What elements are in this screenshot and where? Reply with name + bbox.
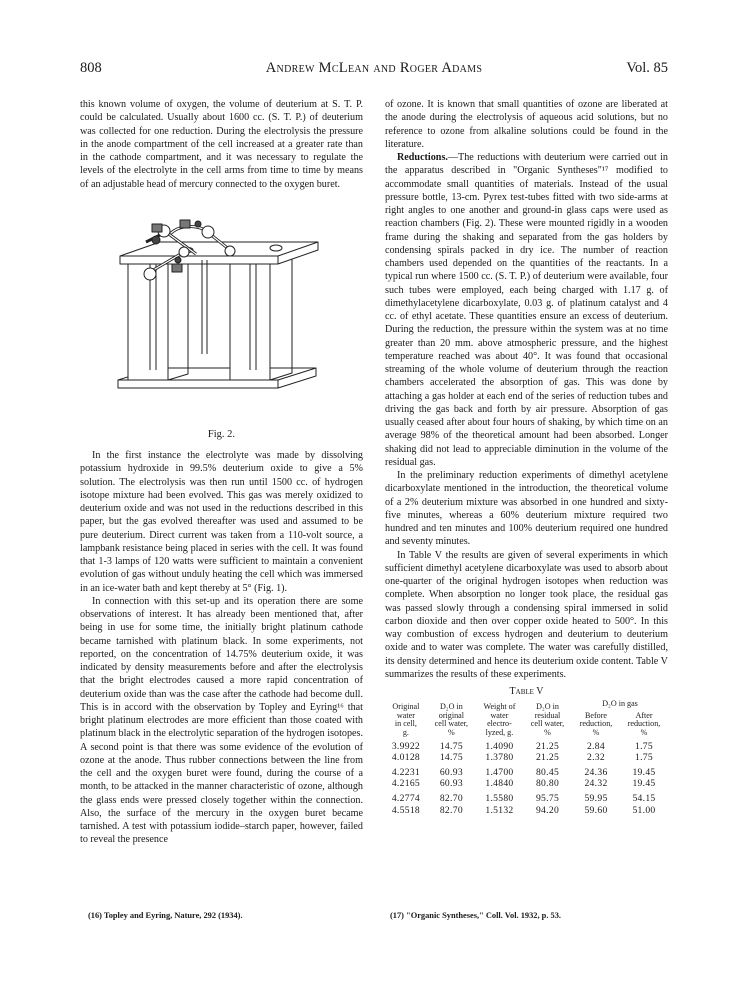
cell: 1.4090 [485, 740, 514, 752]
right-paragraph-4: In Table V the results are given of several experiments in which sufficient dimethyl acetylene dicarboxylate was used to absorb about one-quarter of the original hydrogen isotopes when reduction was complete. When absorption no longer took place, the residual gas was passed slowly through a condensing spiral immersed in solid carbon dioxide and then over copper oxide heated to 500°. In this way combustion of excess hydrogen and deuterium to deuterium oxide and to water was complete. The water was carefully distilled, its density determined and hence its deuterium oxide content. Table V summarizes the results of these experiments. [385, 549, 668, 680]
right-column [385, 98, 668, 816]
cell: 60.93 [439, 778, 463, 790]
figure-caption: Fig. 2. [207, 428, 236, 440]
running-title-authors: Andrew McLean and Roger Adams [265, 60, 483, 76]
table-row [385, 764, 668, 779]
cell: 60.93 [439, 766, 463, 778]
cell: 1.3780 [485, 752, 514, 764]
table-row [385, 741, 668, 753]
cell: 1.5132 [485, 804, 514, 816]
right-paragraph-3: In the preliminary reduction experiments of dimethyl acetylene dicarboxylate mentioned in the introduction, the theoretical volume of a 2% deuterium mixture was absorbed in one hundred and sixty-five minutes, whereas a 60% deuterium mixture required two hundred and ten minutes and 100% deuterium required one hundred and seventy minutes. [385, 470, 668, 548]
cell: 24.32 [584, 778, 608, 790]
col-group-d2o-in-gas: D₂O in gas [602, 699, 638, 709]
left-column [80, 98, 363, 847]
cell: 94.20 [535, 804, 560, 816]
cell: 1.4700 [485, 766, 514, 778]
cell: 54.15 [632, 793, 656, 804]
right-paragraph-1: of ozone. It is known that small quantities of ozone are liberated at the anode during the electrolysis of aqueous acid solutions, but no reference to ozone from alkaline solutions could be found in the literature. [385, 99, 668, 150]
col-header-original-water: Original water in cell, g. [392, 702, 420, 738]
cell: 3.9922 [391, 740, 421, 752]
left-paragraph-1: this known volume of oxygen, the volume of deuterium at S. T. P. could be calculated. Usually about 1600 cc. (S. T. P.) of deuterium was collected for one reduction. During the electrolysis the pressure in the anode compartment of the cell increased at a greater rate than in the cathode compartment, and it was necessary to regulate the levels of the electrolyte in the cell arms from time to time by means of an adjustable head of mercury connected to the oxygen buret. [80, 99, 363, 190]
col-header-before-reduction: Before reduction, % [579, 710, 613, 738]
cell: 19.45 [632, 778, 656, 790]
cell: 14.75 [439, 740, 463, 752]
left-paragraph-3: In connection with this set-up and its operation there are some observations of interest. It has already been mentioned that, after being in use for some time, the initially bright platinum cathode became tarnished with platinum black. In some experiments, not reported, on the concentration of 14.75% deuterium oxide, it was indicated by density measurements before and after the electrolysis that the bright electrodes caused a more rapid concentration of deuterium oxide than was the case after the cathode had become dull. This is in accord with the observation by Topley and Eyring¹⁶ that bright platinum electrodes are more efficient than those coated with platinum black in the electrolytic separation of the hydrogen isotopes. A second point is that there was some evidence of the evolution of ozone at the anode. Thus rubber connections between the line from the cell and the oxygen buret were found, during the course of a month, to be attacked in the manner characteristic of ozone, although the glass ends were pressed closely together within the connection. Also, the surface of the mercury in the oxygen buret became tarnished. A test with potassium iodide–starch paper, however, failed to reveal the presence [80, 595, 363, 846]
cell: 21.25 [535, 752, 560, 764]
cell: 4.2231 [391, 766, 421, 778]
cell: 2.84 [587, 740, 605, 752]
cell: 1.75 [634, 740, 653, 752]
cell: 2.32 [587, 752, 605, 764]
left-paragraph-2: In the first instance the electrolyte was made by dissolving potassium hydroxide in 99.5% deuterium oxide to give a 5% solution. The electrolysis was then run until 1500 cc. of hydrogen isotope mixture had been evolved. This gas was merely oxidized to deuterium oxide and was not used in the reductions described in this paper, but the gas evolved thereafter was used and assumed to be pure deuterium. Direct current was taken from a 110-volt source, a lampbank resistance being placed in series with the cell. It was found that 1-3 lamps of 120 watts were sufficient to maintain a convenient evolution of gas without unduly heating the cell which was immersed in an ice-water bath and kept thereby at 5° (Fig. 1). [80, 450, 363, 594]
cell: 21.25 [535, 740, 560, 752]
cell: 1.4840 [485, 778, 514, 790]
running-header [80, 60, 668, 80]
col-header-d2o-residual: D₂O in residual cell water, % [530, 702, 565, 738]
cell: 1.75 [634, 752, 653, 764]
cell: 59.95 [584, 793, 608, 804]
reductions-text: —The reductions with deuterium were carried out in the apparatus described in "Organic Syntheses"¹⁷ modified to accommodate small quantities of materials. Instead of the usual pressure bottle, 13-cm. Pyrex test-tubes fitted with two side-arms at right angles to one another and ground-in glass caps were used as reaction chambers (Fig. 2). These were mounted rigidly in a wooden frame during the shaking and separated from the gas holders by condensing spirals packed in dry ice. The number of reaction chambers used depended on the quantities of the reactants. In a typical run where 1500 cc. (S. T. P.) of deuterium were available, four such tubes were employed, each being charged with 1.17 g. of dimethylacetylene dicarboxylate, 0.03 g. of platinum catalyst and 4 cc. of ethyl acetate. These quantities ensure an excess of deuterium. During the reduction, the pressure within the system was at no time greater than 20 mm. above atmospheric pressure, and the highest temperature reached was about 40°. It was found that occasional streaming of the whole volume of deuterium through the reaction chambers accelerated the absorption of gas. This was done by attaching a gas holder at each end of the series of reduction tubes and driving the gas back and forth by air pressure. Absorption of gas usually ceased after about four hours of shaking, by which time on an average 98% of the theoretical amount had been absorbed. Longer shaking did not lead to appreciable diminution in the volume of the residual gas. [385, 152, 668, 468]
col-header-after-reduction: After reduction, % [627, 710, 661, 738]
table-row [385, 805, 668, 817]
volume-label: Vol. 85 [626, 60, 668, 76]
cell: 4.5518 [391, 804, 421, 816]
figure-2-apparatus [80, 194, 363, 426]
cell: 24.36 [584, 766, 608, 778]
page-number: 808 [80, 60, 102, 76]
cell: 1.5580 [485, 793, 514, 804]
cell: 4.0128 [391, 752, 421, 764]
right-paragraph-2 [385, 151, 668, 469]
table-row [385, 778, 668, 790]
cell: 80.45 [535, 766, 560, 778]
cell: 51.00 [632, 804, 656, 816]
cell: 95.75 [535, 793, 560, 804]
cell: 14.75 [439, 752, 463, 764]
footnote-17: (17) "Organic Syntheses," Coll. Vol. 1932, p. 53. [390, 911, 561, 920]
table-v [385, 700, 668, 816]
cell: 4.2774 [391, 793, 421, 804]
cell: 19.45 [632, 766, 656, 778]
cell: 82.70 [439, 804, 463, 816]
section-heading-reductions: Reductions. [397, 152, 448, 163]
col-header-d2o-original: D₂O in original cell water, % [434, 702, 469, 738]
apparatus-drawing [80, 194, 363, 426]
cell: 59.60 [584, 804, 608, 816]
cell: 4.2165 [391, 778, 421, 790]
cell: 82.70 [439, 793, 463, 804]
cell: 80.80 [535, 778, 560, 790]
table-row [385, 752, 668, 764]
table-title: Table V [509, 686, 544, 697]
table-row [385, 790, 668, 805]
col-header-water-electrolyzed: Weight of water electro- lyzed, g. [483, 702, 516, 738]
footnote-16: (16) Topley and Eyring, Nature, 292 (1934). [88, 911, 243, 920]
